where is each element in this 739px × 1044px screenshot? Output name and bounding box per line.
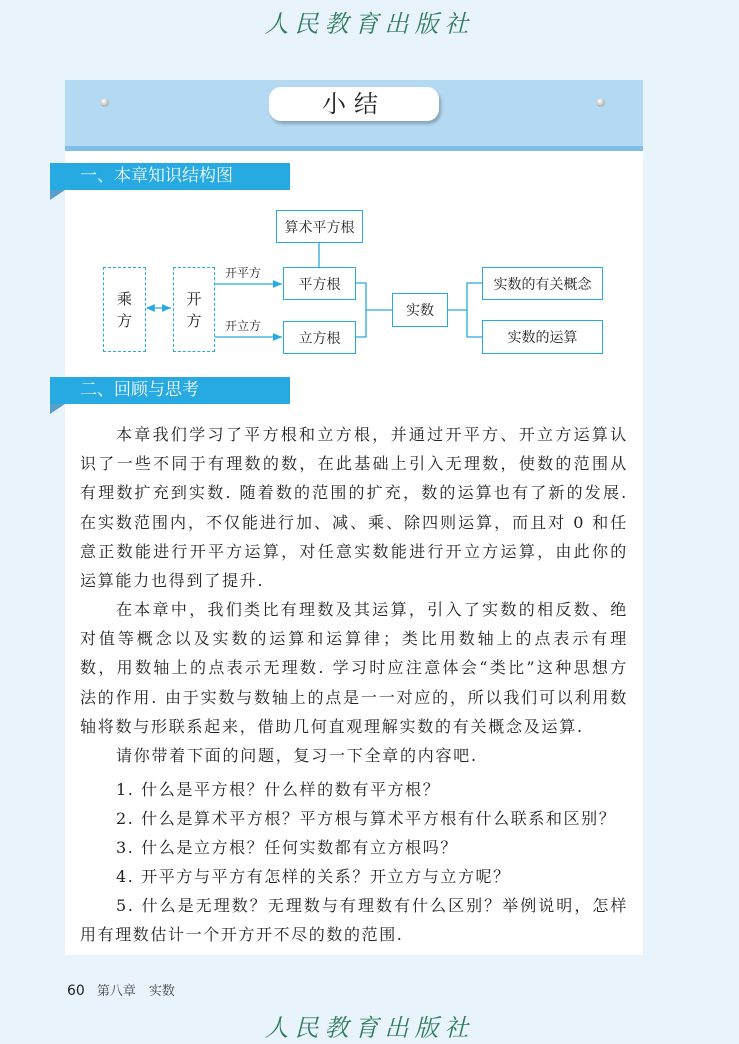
chapter-label: 第八章 实数 xyxy=(96,984,175,999)
paragraph: 在本章中，我们类比有理数及其运算，引入了实数的相反数、绝对值等概念以及实数的运算和运算律；类比用数轴上的点表示有理数，用数轴上的点表示无理数. 学习时应注意体会“类比”这种思想方法的作用. 由于实数与数轴上的点是一一对应的，所以我们可以利用数轴将数与形联系起来，借助几何直观理解实数的有关概念及运算. xyxy=(80,600,628,736)
page-title: 小结 xyxy=(269,87,439,121)
node-root-char: 开 xyxy=(186,289,202,308)
node-real-concepts: 实数的有关概念 xyxy=(482,267,603,300)
section-heading-review: 二、回顾与思考 xyxy=(50,377,290,404)
node-root-char: 方 xyxy=(186,311,202,330)
node-square-root: 平方根 xyxy=(283,267,356,300)
question-item: 5. 什么是无理数？无理数与有理数有什么区别？举例说明，怎样用有理数估计一个开方开不尽的数的范围. xyxy=(80,896,628,945)
node-real-operations: 实数的运算 xyxy=(482,320,603,354)
node-root-extraction xyxy=(173,267,215,352)
node-power-char: 方 xyxy=(116,311,132,330)
label-cube-rooting: 开立方 xyxy=(225,319,262,333)
section-heading-structure: 一、本章知识结构图 xyxy=(50,163,290,190)
question-item: 1. 什么是平方根？什么样的数有平方根？ xyxy=(116,780,441,799)
paragraph: 本章我们学习了平方根和立方根，并通过开平方、开立方运算认识了一些不同于有理数的数，在此基础上引入无理数，使数的范围从有理数扩充到实数. 随着数的范围的扩充，数的运算也有了新的发展. 在实数范围内，不仅能进行加、减、乘、除四则运算，而且对 0 和任意正数能进行开平方运算，对任意实数能进行开立方运算，由此你的运算能力也得到了提升. xyxy=(80,425,628,591)
node-power xyxy=(103,267,146,352)
node-cube-root: 立方根 xyxy=(283,321,356,354)
node-power-char: 乘 xyxy=(116,289,132,308)
question-item: 2. 什么是算术平方根？平方根与算术平方根有什么联系和区别？ xyxy=(116,809,617,828)
publisher-logo-top: 人民教育出版社 xyxy=(264,10,475,38)
question-item: 3. 什么是立方根？任何实数都有立方根吗？ xyxy=(116,838,458,857)
publisher-logo-bottom: 人民教育出版社 xyxy=(264,1014,475,1042)
page-footer xyxy=(67,980,175,999)
paragraph: 请你带着下面的问题，复习一下全章的内容吧. xyxy=(116,746,478,765)
page-number: 60 xyxy=(67,983,85,999)
node-real-number: 实数 xyxy=(392,293,448,327)
node-arithmetic-square-root: 算术平方根 xyxy=(276,210,363,243)
label-square-rooting: 开平方 xyxy=(225,266,262,280)
question-item: 4. 开平方与平方有怎样的关系？开立方与立方呢？ xyxy=(116,867,511,886)
